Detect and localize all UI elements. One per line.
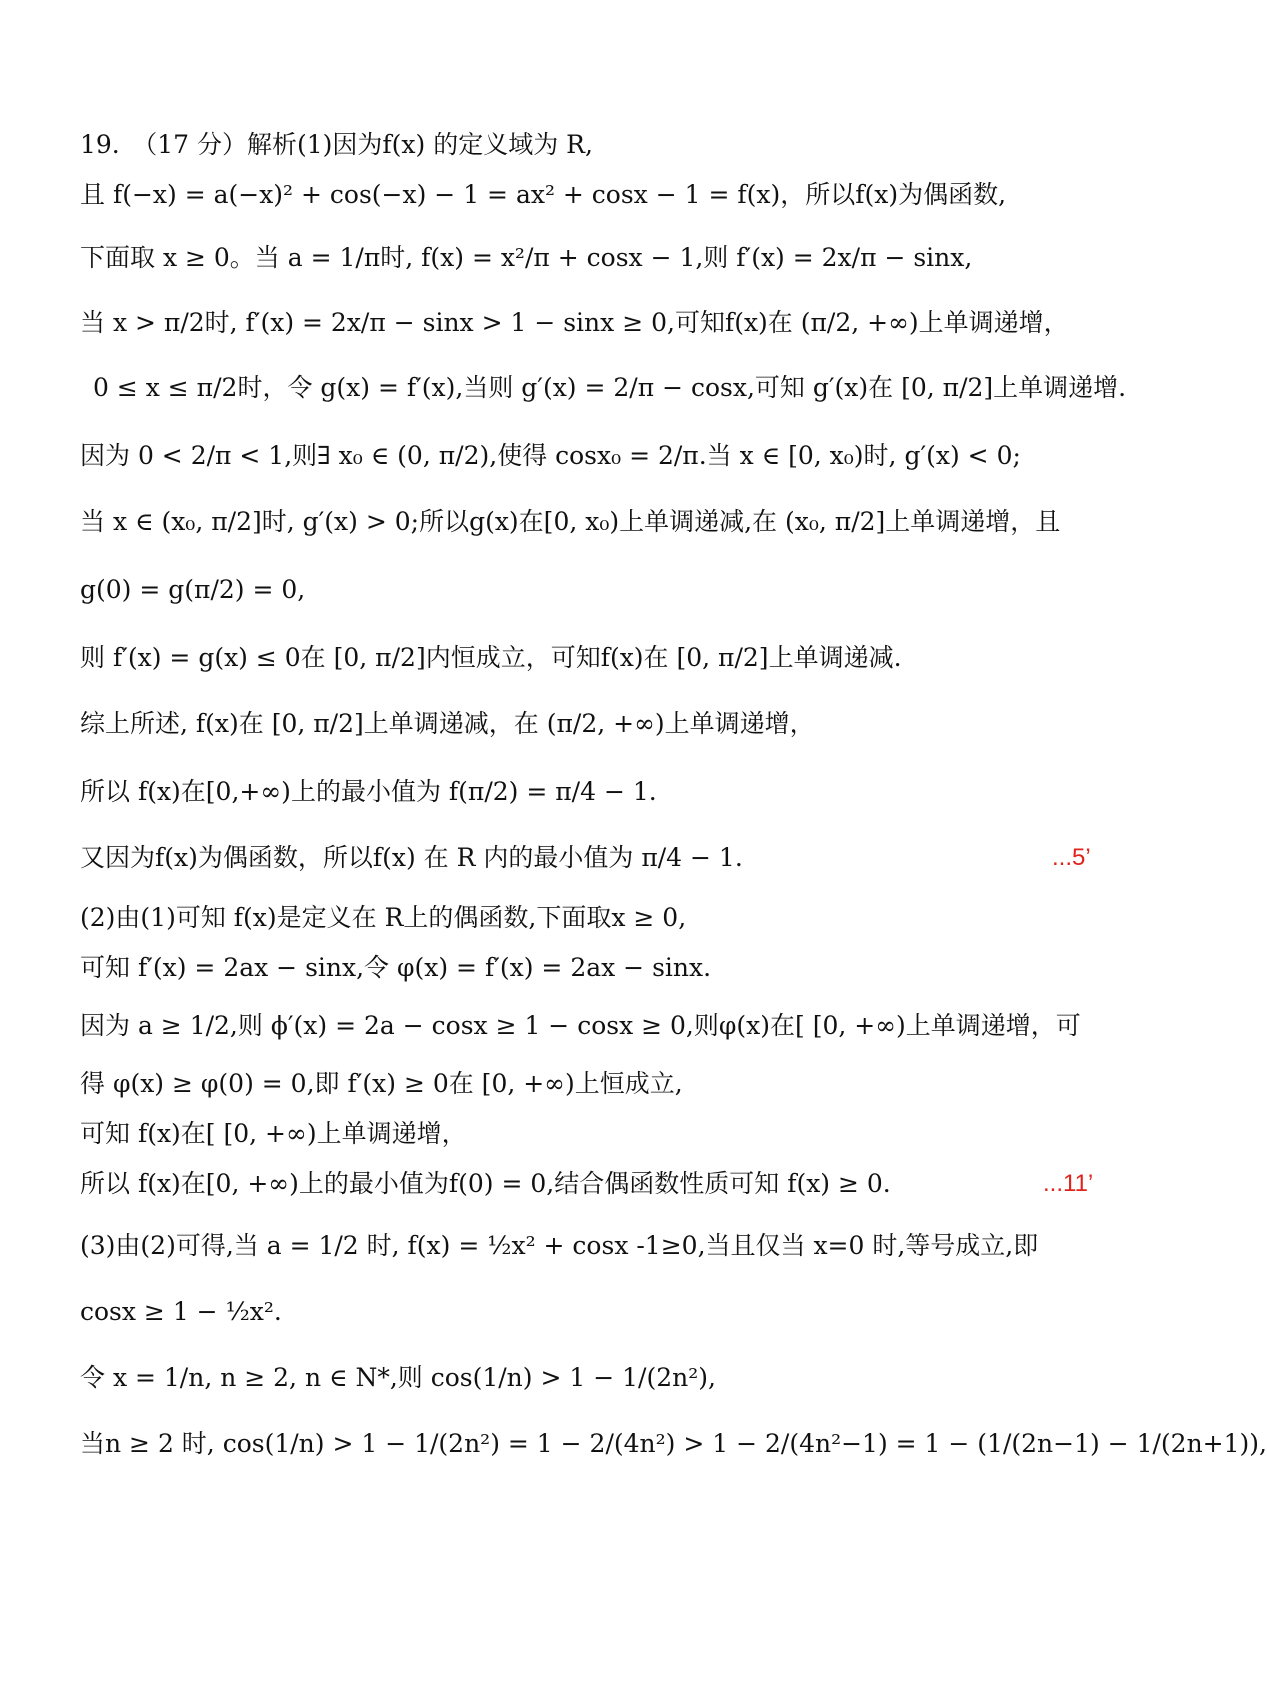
text-line: 因为 0 < 2/π < 1,则∃ x₀ ∈ (0, π/2),使得 cosx₀ = 2/π.当 x ∈ [0, x₀)时, g′(x) < 0; [80,441,1021,470]
text-line: 当 x > π/2时, f′(x) = 2x/π − sinx > 1 − sinx ≥ 0,可知f(x)在 (π/2, +∞)上单调递增， [80,308,1069,337]
text-line: cosx ≥ 1 − ½x². [80,1297,282,1326]
text-line: 所以 f(x)在[0, +∞)上的最小值为f(0) = 0,结合偶函数性质可知 f(x) ≥ 0. [80,1169,891,1198]
text-line: 得 φ(x) ≥ φ(0) = 0,即 f′(x) ≥ 0在 [0, +∞)上恒成立, [80,1069,683,1098]
text-line: 下面取 x ≥ 0。当 a = 1/π时, f(x) = x²/π + cosx − 1,则 f′(x) = 2x/π − sinx, [80,243,973,272]
text-line: 19. （17 分）解析(1)因为f(x) 的定义域为 R, [80,130,593,159]
text-line: 因为 a ≥ 1/2,则 ϕ′(x) = 2a − cosx ≥ 1 − cosx ≥ 0,则φ(x)在[ [0, +∞)上单调递增，可 [80,1011,1081,1040]
score-mark-5: ...5’ [1052,844,1091,871]
text-line: 令 x = 1/n, n ≥ 2, n ∈ N*,则 cos(1/n) > 1 − 1/(2n²), [80,1363,716,1392]
text-line: 0 ≤ x ≤ π/2时，令 g(x) = f′(x),当则 g′(x) = 2/π − cosx,可知 g′(x)在 [0, π/2]上单调递增. [93,373,1127,402]
text-line: 当n ≥ 2 时, cos(1/n) > 1 − 1/(2n²) = 1 − 2/(4n²) > 1 − 2/(4n²−1) = 1 − (1/(2n−1) − 1/(2n+1)), [80,1429,1267,1458]
text-line: 且 f(−x) = a(−x)² + cos(−x) − 1 = ax² + cosx − 1 = f(x)，所以f(x)为偶函数, [80,180,1007,209]
text-line: 可知 f′(x) = 2ax − sinx,令 φ(x) = f′(x) = 2ax − sinx. [80,953,712,982]
text-line: g(0) = g(π/2) = 0, [80,575,306,604]
score-mark-11: ...11’ [1043,1170,1094,1197]
text-line: 又因为f(x)为偶函数，所以f(x) 在 R 内的最小值为 π/4 − 1. [80,843,743,872]
text-line: (2)由(1)可知 f(x)是定义在 R上的偶函数,下面取x ≥ 0, [80,903,687,932]
text-line: 则 f′(x) = g(x) ≤ 0在 [0, π/2]内恒成立，可知f(x)在 [0, π/2]上单调递减. [80,643,902,672]
text-line: 综上所述, f(x)在 [0, π/2]上单调递减，在 (π/2, +∞)上单调递增， [80,709,815,738]
text-line: 可知 f(x)在[ [0, +∞)上单调递增， [80,1119,467,1148]
text-line: 当 x ∈ (x₀, π/2]时, g′(x) > 0;所以g(x)在[0, x₀)上单调递减,在 (x₀, π/2]上单调递增，且 [80,507,1061,536]
text-line: 所以 f(x)在[0,+∞)上的最小值为 f(π/2) = π/4 − 1. [80,777,657,806]
text-line: (3)由(2)可得,当 a = 1/2 时, f(x) = ½x² + cosx -1≥0,当且仅当 x=0 时,等号成立,即 [80,1231,1039,1260]
